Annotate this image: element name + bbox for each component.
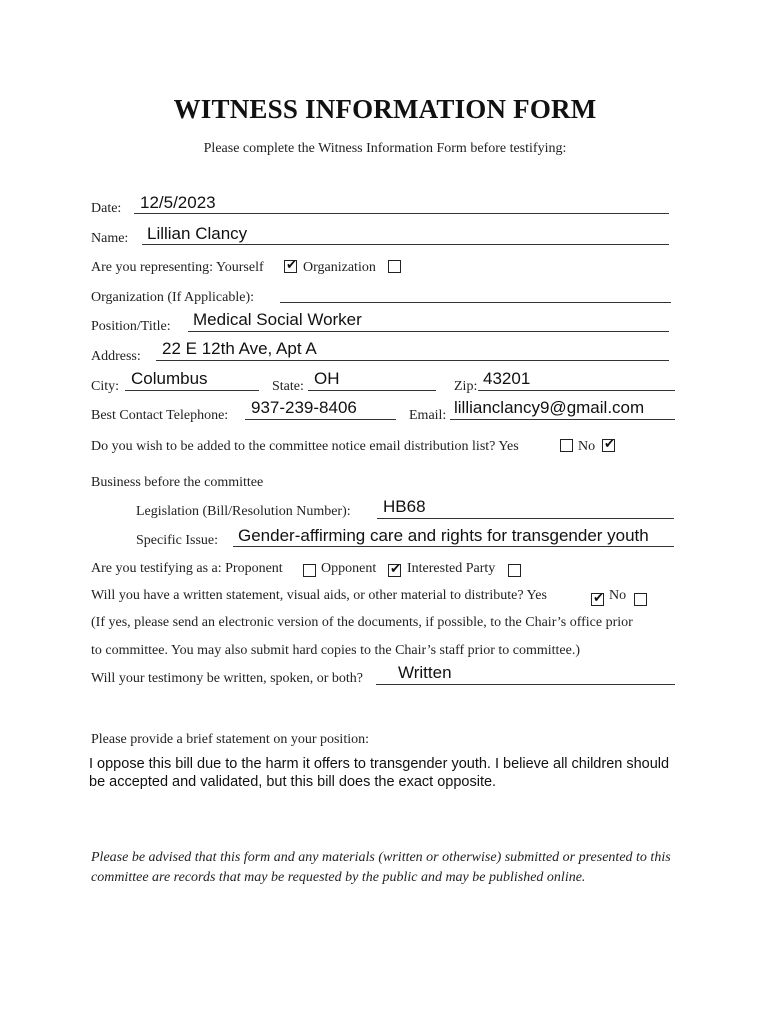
checkmark-icon: ✔ (390, 562, 401, 577)
organization-label: Organization (If Applicable): (91, 290, 255, 305)
city-label: City: (91, 379, 120, 394)
organization-underline (280, 302, 671, 303)
organization-option-label: Organization (303, 260, 376, 275)
yourself-checkbox[interactable] (284, 260, 297, 273)
state-field[interactable]: OH (314, 369, 340, 388)
issue-field[interactable]: Gender-affirming care and rights for transgender youth (238, 526, 649, 545)
materials-label: Will you have a written statement, visual aids, or other material to distribute? Yes (91, 588, 547, 603)
testimony-field[interactable]: Written (398, 663, 452, 682)
name-label: Name: (91, 231, 129, 246)
email-field[interactable]: lillianclancy9@gmail.com (454, 398, 645, 417)
issue-underline (233, 546, 674, 547)
position-label: Position/Title: (91, 319, 171, 334)
phone-underline (245, 419, 396, 420)
name-underline (142, 244, 669, 245)
date-underline (134, 213, 669, 214)
statement-label: Please provide a brief statement on your position: (91, 732, 369, 747)
representing-label: Are you representing: Yourself (91, 260, 264, 275)
address-label: Address: (91, 349, 141, 364)
address-field[interactable]: 22 E 12th Ave, Apt A (162, 339, 317, 358)
name-field[interactable]: Lillian Clancy (147, 224, 248, 243)
zip-underline (478, 390, 675, 391)
electronic-note-line2: to committee. You may also submit hard copies to the Chair’s staff prior to committee.) (91, 643, 581, 658)
city-underline (125, 390, 259, 391)
proponent-checkbox[interactable] (303, 564, 316, 577)
form-subtitle: Please complete the Witness Information Form before testifying: (203, 141, 567, 156)
distribution-label: Do you wish to be added to the committee notice email distribution list? Yes (91, 439, 519, 454)
position-field[interactable]: Medical Social Worker (193, 310, 362, 329)
city-field[interactable]: Columbus (131, 369, 208, 388)
legislation-field[interactable]: HB68 (383, 497, 426, 516)
distribution-no-label: No (578, 439, 596, 454)
position-underline (188, 331, 669, 332)
checkmark-icon: ✔ (604, 437, 615, 452)
date-field[interactable]: 12/5/2023 (140, 193, 216, 212)
interested-party-checkbox[interactable] (508, 564, 521, 577)
checkmark-icon: ✔ (286, 258, 297, 273)
materials-no-label: No (609, 588, 627, 603)
email-underline (450, 419, 675, 420)
materials-no-checkbox[interactable] (634, 593, 647, 606)
distribution-no-checkbox[interactable] (602, 439, 615, 452)
testimony-label: Will your testimony be written, spoken, or both? (91, 671, 364, 686)
opponent-label: Opponent (321, 561, 377, 576)
testifying-label: Are you testifying as a: Proponent (91, 561, 283, 576)
date-label: Date: (91, 201, 122, 216)
state-underline (308, 390, 436, 391)
state-label: State: (272, 379, 304, 394)
phone-field[interactable]: 937-239-8406 (251, 398, 357, 417)
zip-label: Zip: (454, 379, 478, 394)
materials-yes-checkbox[interactable] (591, 593, 604, 606)
form-title: WITNESS INFORMATION FORM (173, 94, 597, 124)
legislation-label: Legislation (Bill/Resolution Number): (136, 504, 351, 519)
interested-party-label: Interested Party (407, 561, 496, 576)
public-records-notice: Please be advised that this form and any materials (written or otherwise) submitted or presented to this committee are records that may be requested by the public and may be published online. (91, 850, 671, 885)
electronic-note-line1: (If yes, please send an electronic version of the documents, if possible, to the Chair’s office prior (91, 615, 633, 630)
legislation-underline (377, 518, 674, 519)
phone-label: Best Contact Telephone: (91, 408, 229, 423)
testimony-underline (376, 684, 675, 685)
distribution-yes-checkbox[interactable] (560, 439, 573, 452)
issue-label: Specific Issue: (136, 533, 219, 548)
organization-checkbox[interactable] (388, 260, 401, 273)
address-underline (156, 360, 669, 361)
zip-field[interactable]: 43201 (483, 369, 531, 388)
opponent-checkbox[interactable] (388, 564, 401, 577)
statement-field[interactable]: I oppose this bill due to the harm it offers to transgender youth. I believe all children should be accepted and validated, but this bill does the exact opposite. (89, 756, 670, 790)
business-heading: Business before the committee (91, 475, 264, 490)
email-label: Email: (409, 408, 447, 423)
checkmark-icon: ✔ (593, 591, 604, 606)
